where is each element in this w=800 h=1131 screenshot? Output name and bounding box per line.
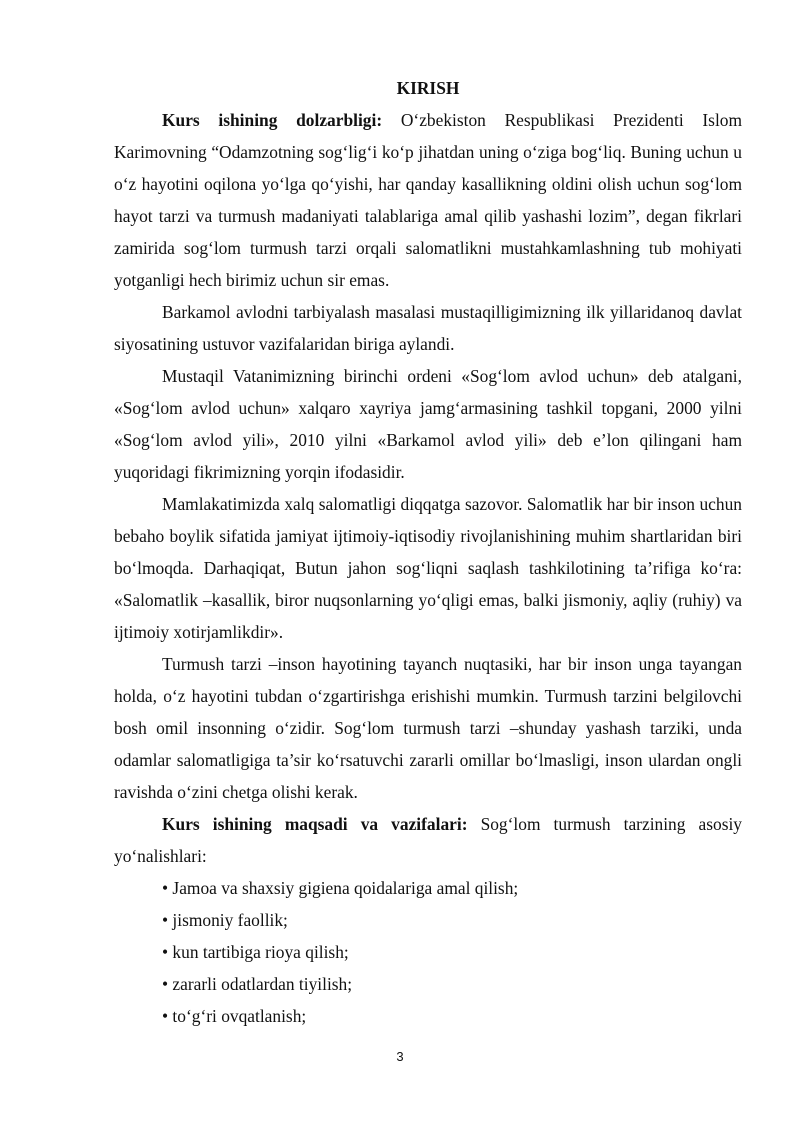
paragraph-generation: Barkamol avlodni tarbiyalash masalasi mustaqilligimizning ilk yillaridanoq davlat siyosatining ustuvor vazifalaridan biriga aylandi. — [114, 302, 742, 354]
list-item: • Jamoa va shaxsiy gigiena qoidalariga amal qilish; — [162, 878, 519, 898]
list-item: • kun tartibiga rioya qilish; — [162, 942, 349, 962]
page-number: 3 — [396, 1049, 404, 1064]
paragraph-goals — [114, 808, 742, 872]
list-item: • to‘g‘ri ovqatlanish; — [162, 1006, 307, 1026]
paragraph-relevance — [114, 104, 742, 296]
bullet-list — [114, 872, 742, 1032]
goals-heading: Kurs ishining maqsadi va vazifalari: — [162, 814, 468, 834]
list-item: • jismoniy faollik; — [162, 910, 288, 930]
relevance-text: O‘zbekiston Respublikasi Prezidenti Islom Karimovning “Odamzotning sog‘lig‘i ko‘p jihatdan uning o‘ziga bog‘liq. Buning uchun u o‘z hayotini oqilona yo‘lga qo‘yishi, har qanday kasallikning oldini olish uchun sog‘lom hayot tarzi va turmush madaniyati talablariga amal qilib yashashi lozim”, degan fikrlari zamirida sog‘lom turmush tarzi orqali salomatlikni mustahkamlashning tub mohiyati yotganligi hech birimiz uchun sir emas. — [114, 110, 742, 290]
goals-text: Sog‘lom turmush tarzining asosiy yo‘nalishlari: — [114, 814, 742, 866]
list-item: • zararli odatlardan tiyilish; — [162, 974, 353, 994]
page-content — [114, 72, 742, 1032]
paragraph-health: Mamlakatimizda xalq salomatligi diqqatga sazovor. Salomatlik har bir inson uchun bebaho boylik sifatida jamiyat ijtimoiy-iqtisodiy rivojlanishining muhim shartlaridan biri bo‘lmoqda. Darhaqiqat, Butun jahon sog‘liqni saqlash tashkilotining ta’rifiga ko‘ra: «Salomatlik –kasallik, biror nuqsonlarning yo‘qligi emas, balki jismoniy, aqliy (ruhiy) va ijtimoiy xotirjamlikdir». — [114, 494, 742, 642]
section-title: KIRISH — [396, 78, 460, 98]
paragraph-lifestyle: Turmush tarzi –inson hayotining tayanch nuqtasiki, har bir inson unga tayangan holda, o‘z hayotini tubdan o‘zgartirishga erishishi mumkin. Turmush tarzini belgilovchi bosh omil insonning o‘zidir. Sog‘lom turmush tarzi –shunday yashash tarziki, unda odamlar salomatligiga ta’sir ko‘rsatuvchi zararli omillar bo‘lmasligi, inson ulardan ongli ravishda o‘zini chetga olishi kerak. — [114, 654, 742, 802]
paragraph-order: Mustaqil Vatanimizning birinchi ordeni «Sog‘lom avlod uchun» deb atalgani, «Sog‘lom avlod uchun» xalqaro xayriya jamg‘armasining tashkil topgani, 2000 yilni «Sog‘lom avlod yili», 2010 yilni «Barkamol avlod yili» deb e’lon qilingani ham yuqoridagi fikrimizning yorqin ifodasidir. — [114, 366, 742, 482]
relevance-heading: Kurs ishining dolzarbligi: — [162, 110, 383, 130]
